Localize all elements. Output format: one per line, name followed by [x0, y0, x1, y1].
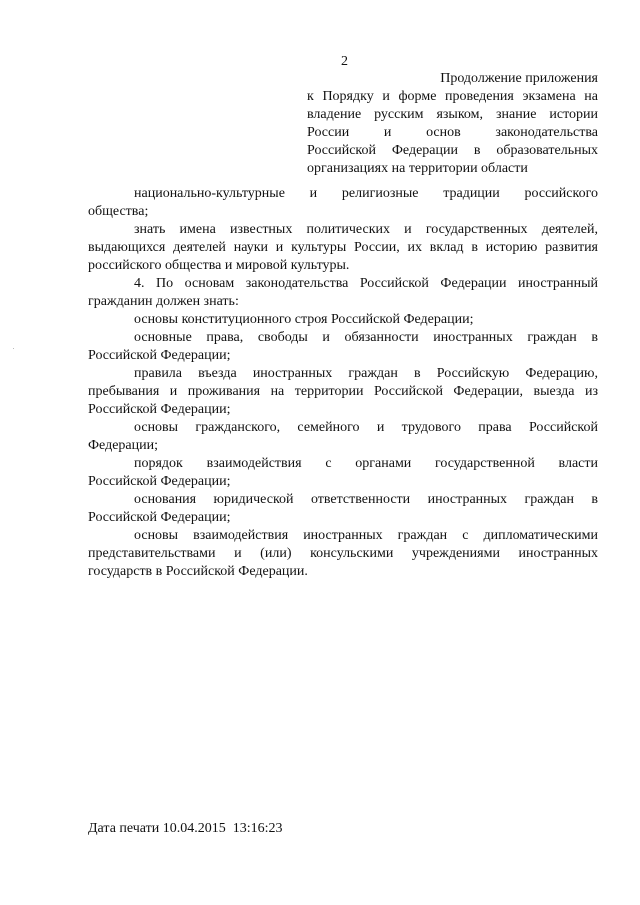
paragraph-cultural-traditions: [88, 185, 598, 221]
text-line: Российской Федерации;: [88, 474, 231, 489]
text-line: основные права, свободы и обязанности иностранных граждан в: [134, 330, 598, 345]
text-line: знать имена известных политических и государственных деятелей,: [134, 222, 598, 237]
appendix-heading-line: организациях на территории области: [307, 161, 528, 176]
document-body: [88, 185, 598, 581]
text-line: государств в Российской Федерации.: [88, 564, 308, 579]
text-line: общества;: [88, 204, 149, 219]
appendix-heading-line: владение русским языком, знание истории: [307, 107, 598, 122]
text-line: основания юридической ответственности иностранных граждан в: [134, 492, 598, 507]
text-line: порядок взаимодействия с органами государственной власти: [134, 456, 598, 471]
paragraph-entry-rules: [88, 365, 598, 419]
print-date: Дата печати 10.04.2015 13:16:23: [88, 821, 283, 836]
text-line: выдающихся деятелей науки и культуры России, их вклад в историю развития: [88, 240, 598, 255]
paragraph-rights-duties: [88, 329, 598, 365]
text-line: основы гражданского, семейного и трудового права Российской: [134, 420, 598, 435]
paragraph-legal-liability: [88, 491, 598, 527]
text-line: 4. По основам законодательства Российской Федерации иностранный: [134, 276, 598, 291]
text-line: гражданин должен знать:: [88, 294, 239, 309]
paragraph-legislation-intro: [88, 275, 598, 311]
text-line: основы взаимодействия иностранных граждан с дипломатическими: [134, 528, 598, 543]
text-line: Российской Федерации;: [88, 348, 231, 363]
appendix-heading-line: России и основ законодательства: [307, 125, 598, 140]
text-line: национально-культурные и религиозные традиции российского: [134, 186, 598, 201]
text-line: Российской Федерации;: [88, 510, 231, 525]
text-line: пребывания и проживания на территории Российской Федерации, выезда из: [88, 384, 598, 399]
paragraph-authorities-interaction: [88, 455, 598, 491]
text-line: российского общества и мировой культуры.: [88, 258, 350, 273]
paragraph-diplomatic-missions: [88, 527, 598, 581]
appendix-heading-line: к Порядку и форме проведения экзамена на: [307, 89, 598, 104]
text-line: правила въезда иностранных граждан в Российскую Федерацию,: [134, 366, 598, 381]
paragraph-notable-figures: [88, 221, 598, 275]
paragraph-civil-law: [88, 419, 598, 455]
text-line: основы конституционного строя Российской Федерации;: [134, 312, 474, 327]
page-number: 2: [341, 54, 348, 69]
appendix-heading: [307, 70, 598, 178]
appendix-heading-line: Российской Федерации в образовательных: [307, 143, 598, 158]
text-line: Российской Федерации;: [88, 402, 231, 417]
appendix-heading-line: Продолжение приложения: [440, 71, 598, 86]
scan-speck: [13, 348, 14, 349]
text-line: представительствами и (или) консульскими учреждениями иностранных: [88, 546, 598, 561]
paragraph-constitutional-basics: [88, 311, 598, 329]
text-line: Федерации;: [88, 438, 159, 453]
